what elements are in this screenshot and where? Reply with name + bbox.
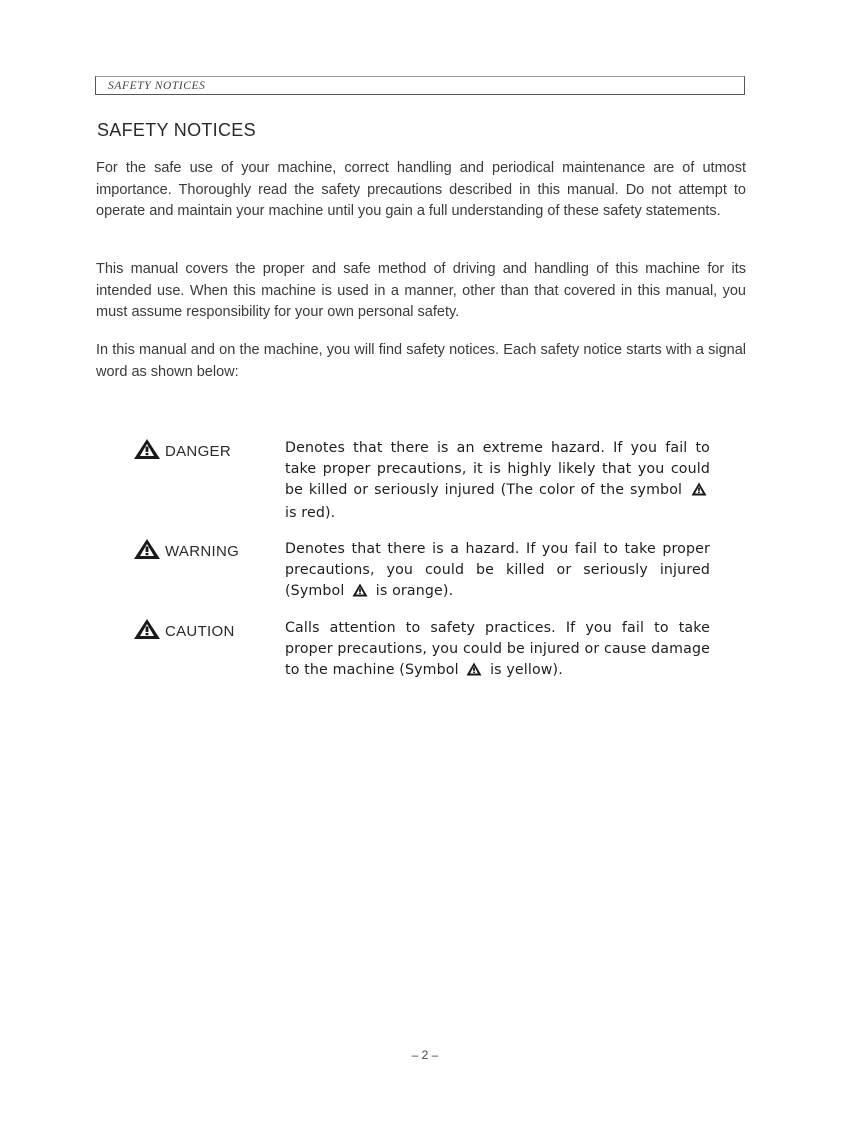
danger-text-before: Denotes that there is an extreme hazard. If you fail to take proper precautions, it is highly likely that you could be killed or seriously injured (The color of the symbol (285, 440, 710, 498)
danger-label: DANGER (165, 442, 231, 460)
warning-description (285, 539, 710, 604)
running-head-text: SAFETY NOTICES (108, 80, 206, 92)
warning-triangle-icon (352, 583, 368, 604)
intro-paragraph-1: For the safe use of your machine, correct handling and periodical maintenance are of utmost importance. Thoroughly read the safety precautions described in this manual. Do not attempt to operate and maintain your machine until you gain a full understanding of these safety statements. (96, 160, 746, 219)
warning-triangle-icon (133, 618, 161, 644)
warning-label: WARNING (165, 542, 240, 560)
danger-signal-word (133, 438, 231, 464)
warning-triangle-icon (691, 482, 707, 503)
danger-description (285, 438, 710, 524)
intro-paragraph-2: This manual covers the proper and safe method of driving and handling of this machine for its intended use. When this machine is used in a manner, other than that covered in this manual, you must assume responsibility for your own personal safety. (96, 261, 746, 320)
caution-label: CAUTION (165, 622, 235, 640)
caution-signal-word (133, 618, 235, 644)
warning-text-after: is orange). (375, 583, 454, 599)
running-head (95, 76, 745, 95)
caution-text-after: is yellow). (490, 662, 563, 678)
warning-text-before: Denotes that there is a hazard. If you fail to take proper precautions, you could be killed or seriously injured (Symbol (285, 541, 710, 599)
caution-description (285, 618, 710, 683)
intro-paragraph-3: In this manual and on the machine, you will find safety notices. Each safety notice starts with a signal word as shown below: (96, 342, 746, 380)
page-number: – 2 – (411, 1048, 439, 1062)
danger-text-after: is red). (285, 505, 336, 521)
warning-triangle-icon (466, 662, 482, 683)
page-title: SAFETY NOTICES (97, 120, 256, 140)
warning-signal-word (133, 538, 239, 564)
warning-triangle-icon (133, 438, 161, 464)
warning-triangle-icon (133, 538, 161, 564)
caution-text-before: Calls attention to safety practices. If you fail to take proper precautions, you could be injured or cause damage to the machine (Symbol (285, 620, 710, 678)
